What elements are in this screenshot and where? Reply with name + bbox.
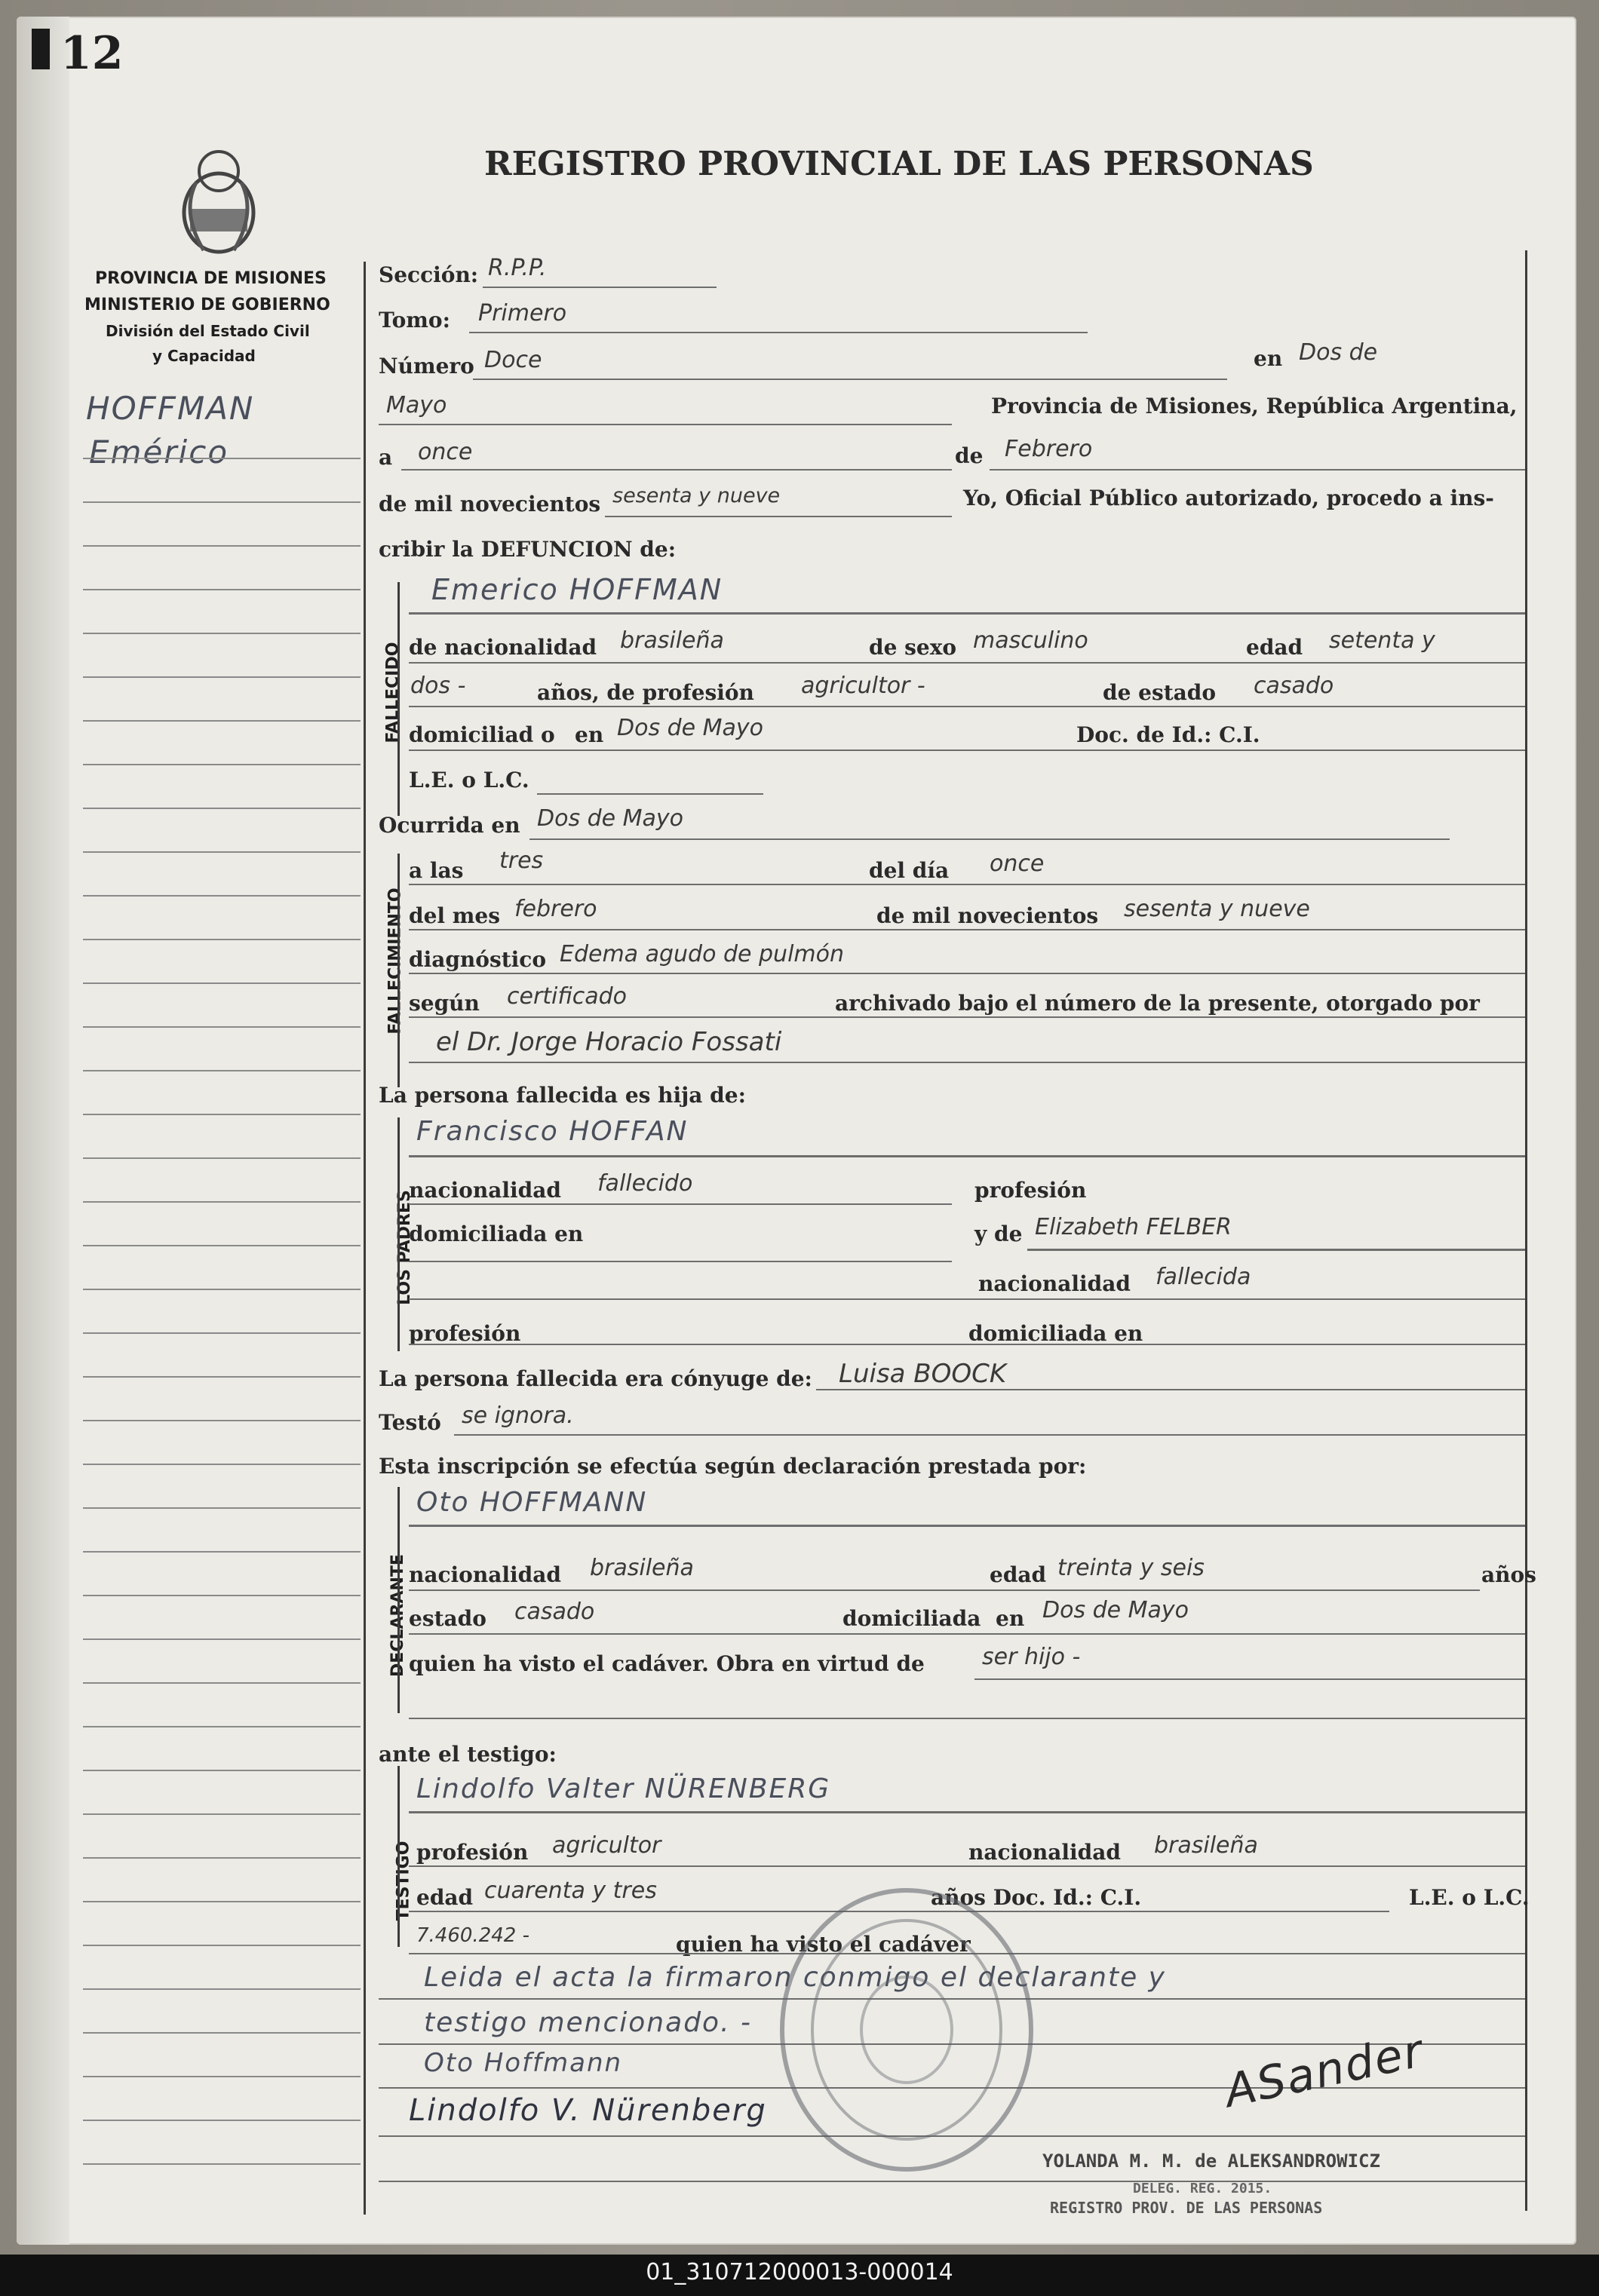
- value-estado-decl: casado: [514, 1599, 595, 1625]
- margin-rule: [83, 1201, 361, 1203]
- value-en: Dos de: [1299, 339, 1378, 366]
- label-nacionalidad: de nacionalidad: [409, 635, 597, 660]
- register-page: [17, 17, 1576, 2245]
- officer-stamp-deleg: DELEG. REG. 2015.: [1133, 2181, 1272, 2196]
- label-inscripcion: Esta inscripción se efectúa según declaración prestada por:: [379, 1454, 1087, 1479]
- signature-testigo: Lindolfo V. Nürenberg: [409, 2093, 767, 2128]
- label-de-mil: de mil novecientos: [379, 492, 601, 517]
- value-edad-test: cuarenta y tres: [484, 1878, 657, 1904]
- value-estado: casado: [1254, 673, 1334, 699]
- margin-rule: [83, 676, 361, 678]
- margin-rule: [83, 1857, 361, 1859]
- value-edad-2: dos -: [410, 673, 466, 699]
- label-nac-padre: nacionalidad: [409, 1178, 561, 1203]
- value-anio: sesenta y nueve: [612, 484, 781, 507]
- label-del-mes: del mes: [409, 903, 500, 928]
- closing-note-2: testigo mencionado. -: [424, 2007, 752, 2038]
- margin-rule: [83, 1813, 361, 1815]
- margin-rule: [83, 895, 361, 897]
- label-archivado: archivado bajo el número de la presente, otorgado por: [835, 991, 1480, 1016]
- label-en-dom: en: [575, 722, 604, 747]
- label-sexo: de sexo: [869, 635, 957, 660]
- page-binding: [17, 17, 69, 2245]
- closing-note-1: Leida el acta la firmaron conmigo el declarante y: [424, 1962, 1166, 1993]
- margin-rule: [83, 545, 361, 547]
- value-segun: certificado: [507, 983, 628, 1010]
- value-profesion: agricultor -: [801, 673, 925, 699]
- label-domiciliado: domiciliad o: [409, 722, 555, 747]
- page-number: 12: [60, 27, 124, 80]
- officer-stamp-registry: REGISTRO PROV. DE LAS PERSONAS: [1050, 2199, 1323, 2217]
- margin-rule: [83, 1070, 361, 1071]
- value-dia: once: [990, 851, 1045, 877]
- label-estado: de estado: [1103, 680, 1217, 705]
- label-ocurrida: Ocurrida en: [379, 813, 520, 838]
- margin-rule: [83, 939, 361, 940]
- value-nacionalidad: brasileña: [620, 627, 724, 654]
- value-nac-madre: fallecida: [1156, 1264, 1251, 1290]
- label-edad-decl: edad: [990, 1562, 1047, 1587]
- value-ci-test: 7.460.242 -: [416, 1924, 529, 1947]
- label-prof-madre: profesión: [409, 1321, 521, 1346]
- label-doc: Doc. de Id.: C.I.: [1076, 722, 1260, 747]
- margin-rule: [83, 1507, 361, 1509]
- side-label-fallecido: FALLECIDO: [383, 642, 403, 743]
- coat-of-arms-icon: [173, 137, 264, 258]
- margin-rule: [83, 1464, 361, 1465]
- label-numero: Número: [379, 354, 474, 379]
- image-caption: 01_310712000013-000014: [646, 2259, 953, 2285]
- value-domicilio: Dos de Mayo: [617, 715, 764, 741]
- label-ante: ante el testigo:: [379, 1742, 557, 1767]
- officer-stamp-name: YOLANDA M. M. de ALEKSANDROWICZ: [1042, 2150, 1380, 2172]
- label-anios-doc: años Doc. Id.: C.I.: [931, 1885, 1142, 1910]
- margin-rule: [83, 982, 361, 984]
- label-prof-test: profesión: [416, 1840, 529, 1865]
- margin-rule: [83, 1901, 361, 1902]
- value-diagnostico: Edema agudo de pulmón: [560, 941, 844, 967]
- margin-divider: [364, 262, 366, 2215]
- value-nac-padre: fallecido: [597, 1170, 693, 1197]
- title: REGISTRO PROVINCIAL DE LAS PERSONAS: [484, 145, 1314, 183]
- margin-rule: [83, 1551, 361, 1553]
- value-virtud: ser hijo -: [982, 1644, 1081, 1670]
- label-hija: La persona fallecida es hija de:: [379, 1083, 746, 1108]
- value-medico: el Dr. Jorge Horacio Fossati: [436, 1027, 782, 1057]
- value-ocurrida: Dos de Mayo: [537, 805, 684, 832]
- label-seccion: Sección:: [379, 262, 479, 287]
- value-testo: se ignora.: [462, 1402, 574, 1429]
- label-edad: edad: [1246, 635, 1303, 660]
- value-seccion: R.P.P.: [488, 255, 547, 281]
- margin-rule: [83, 764, 361, 765]
- label-en: en: [1254, 346, 1283, 371]
- side-label-fallecimiento: FALLECIMIENTO: [385, 887, 405, 1035]
- margin-given-name: Emérico: [89, 434, 229, 471]
- label-edad-test: edad: [416, 1885, 474, 1910]
- margin-rule: [83, 2032, 361, 2034]
- value-a: once: [418, 439, 473, 465]
- value-declarante: Oto HOFFMANN: [416, 1487, 648, 1518]
- label-testo: Testó: [379, 1410, 441, 1435]
- label-le: L.E. o L.C.: [409, 768, 529, 792]
- margin-rule: [83, 1726, 361, 1727]
- value-mes-2: febrero: [514, 896, 597, 922]
- margin-rule: [83, 1638, 361, 1640]
- value-dom-decl: Dos de Mayo: [1042, 1597, 1189, 1623]
- value-mayo: Mayo: [386, 392, 447, 418]
- margin-rule: [83, 2076, 361, 2077]
- side-label-declarante: DECLARANTE: [388, 1554, 407, 1677]
- label-nac-decl: nacionalidad: [409, 1562, 561, 1587]
- margin-rule: [83, 1376, 361, 1378]
- label-dom-padre: domiciliada en: [409, 1222, 584, 1246]
- margin-rule: [83, 1988, 361, 1990]
- value-edad: setenta y: [1329, 627, 1435, 654]
- value-testigo: Lindolfo Valter NÜRENBERG: [416, 1773, 831, 1804]
- page-number-marker: [32, 29, 50, 69]
- label-de-mil-2: de mil novecientos: [876, 903, 1099, 928]
- label-tomo: Tomo:: [379, 308, 450, 333]
- margin-rule: [83, 633, 361, 634]
- margin-rule: [83, 1114, 361, 1115]
- margin-rule: [83, 1595, 361, 1596]
- agency-line-2: MINISTERIO DE GOBIERNO: [84, 296, 330, 314]
- margin-rule: [83, 1026, 361, 1028]
- right-divider: [1525, 250, 1527, 2211]
- label-prof-padre: profesión: [974, 1178, 1087, 1203]
- value-nac-decl: brasileña: [590, 1555, 694, 1581]
- margin-rule: [83, 1420, 361, 1421]
- label-visto-test: quien ha visto el cadáver: [676, 1932, 971, 1957]
- label-de: de: [955, 443, 984, 468]
- label-visto: quien ha visto el cadáver. Obra en virtud de: [409, 1651, 925, 1676]
- value-anio-2: sesenta y nueve: [1124, 896, 1310, 922]
- label-conyuge: La persona fallecida era cónyuge de:: [379, 1366, 812, 1391]
- signature-officer: ASander: [1220, 2024, 1429, 2119]
- label-anios-decl: años: [1481, 1562, 1536, 1587]
- label-le-test: L.E. o L.C.: [1409, 1885, 1530, 1910]
- margin-rule: [83, 1332, 361, 1334]
- label-domiciliada-decl: domiciliada: [842, 1606, 981, 1631]
- side-label-testigo: TESTIGO: [394, 1841, 413, 1921]
- label-a-las: a las: [409, 858, 464, 883]
- value-madre: Elizabeth FELBER: [1035, 1214, 1232, 1240]
- margin-rule: [83, 1682, 361, 1684]
- margin-rule: [83, 851, 361, 853]
- value-edad-decl: treinta y seis: [1057, 1555, 1205, 1581]
- label-inscribir: cribir la DEFUNCION de:: [379, 537, 677, 562]
- value-tomo: Primero: [478, 300, 567, 326]
- label-provincia: Provincia de Misiones, República Argentina,: [991, 394, 1518, 418]
- label-en-decl: en: [996, 1606, 1025, 1631]
- value-prof-test: agricultor: [552, 1832, 661, 1859]
- value-hora: tres: [499, 848, 544, 874]
- label-estado-decl: estado: [409, 1606, 486, 1631]
- value-nombre: Emerico HOFFMAN: [431, 573, 723, 606]
- margin-rule: [83, 2120, 361, 2121]
- side-label-padres: LOS PADRES: [394, 1190, 414, 1305]
- label-anios-profesion: años, de profesión: [537, 680, 754, 705]
- margin-rule: [83, 1945, 361, 1946]
- signature-declarante: Oto Hoffmann: [424, 2048, 623, 2078]
- margin-rule: [83, 1289, 361, 1290]
- value-numero: Doce: [484, 347, 542, 373]
- margin-rule: [83, 1770, 361, 1771]
- margin-rule: [83, 501, 361, 503]
- agency-line-3: División del Estado Civil: [106, 322, 310, 340]
- official-seal-icon: [771, 1879, 1042, 2181]
- margin-rule: [83, 1157, 361, 1159]
- value-nac-test: brasileña: [1154, 1832, 1258, 1859]
- margin-rule: [83, 720, 361, 722]
- margin-rule: [83, 2163, 361, 2165]
- label-oficial: Yo, Oficial Público autorizado, procedo a ins-: [963, 486, 1494, 510]
- margin-rule: [83, 808, 361, 809]
- label-nac-madre: nacionalidad: [978, 1271, 1131, 1296]
- margin-rule: [83, 1245, 361, 1246]
- label-y-de: y de: [974, 1222, 1023, 1246]
- agency-line-1: PROVINCIA DE MISIONES: [95, 269, 327, 288]
- label-segun: según: [409, 991, 480, 1016]
- margin-surname: HOFFMAN: [86, 390, 255, 427]
- label-del-dia: del día: [869, 858, 950, 883]
- value-padre: Francisco HOFFAN: [416, 1116, 689, 1147]
- label-diagnostico: diagnóstico: [409, 947, 547, 972]
- value-sexo: masculino: [973, 627, 1088, 654]
- label-dom-madre: domiciliada en: [968, 1321, 1143, 1346]
- value-conyuge: Luisa BOOCK: [839, 1359, 1007, 1389]
- label-a: a: [379, 445, 393, 470]
- agency-line-4: y Capacidad: [152, 347, 256, 365]
- margin-rule: [83, 458, 361, 459]
- margin-rule: [83, 589, 361, 590]
- label-nac-test: nacionalidad: [968, 1840, 1121, 1865]
- value-mes: Febrero: [1005, 436, 1093, 462]
